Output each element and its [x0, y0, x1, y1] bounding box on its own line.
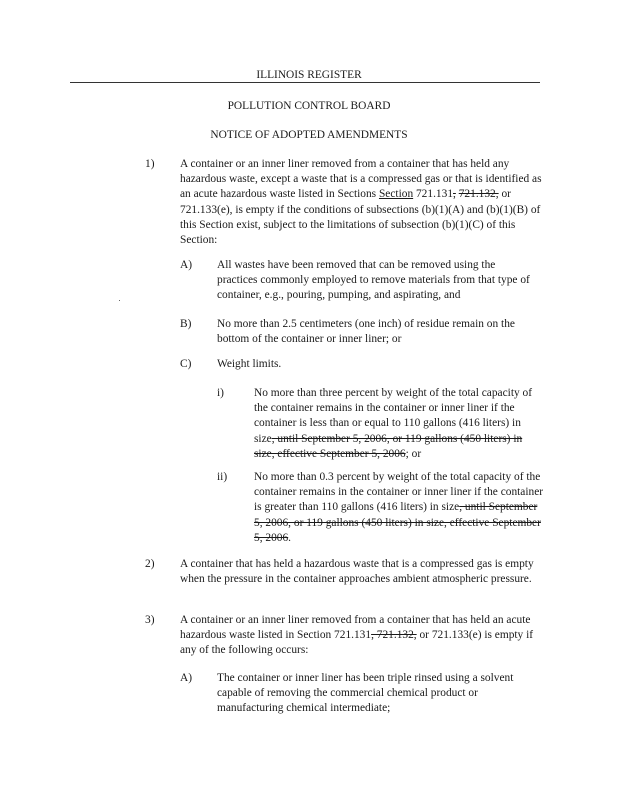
board-title: POLLUTION CONTROL BOARD — [227, 100, 391, 112]
item-1-sub-b-text: No more than 2.5 centimeters (one inch) of residue remain on the bottom of the container or inner liner; or — [217, 318, 515, 346]
notice-title: NOTICE OF ADOPTED AMENDMENTS — [210, 129, 408, 141]
item-1-sub-c-label: C) — [180, 358, 192, 370]
item-1-sub-c-ii-label: ii) — [217, 471, 228, 483]
register-title-text: ILLINOIS REGISTER — [256, 69, 362, 81]
item-3-sub-a-text: The container or inner liner has been triple rinsed using a solvent capable of removing the commercial chemical product or manufacturing chemical intermediate; — [217, 672, 514, 715]
item-3-number: 3) — [145, 614, 155, 626]
header-rule — [70, 82, 540, 83]
item-3-text: A container or an inner liner removed from a container that has held an acute hazardous waste listed in Section 721.131, 721.132, or 721.133(e) is empty if any of the following occurs: — [180, 614, 534, 657]
item-1-sub-c-i-text: No more than three percent by weight of the total capacity of the container remains in the container or inner liner if the container is less than or equal to 110 gallons (416 liters) in size, until September 5, 2006, or 119 gallons (450 liters) in size, effective September 5, 2006; or — [254, 387, 533, 460]
item-2-text: A container that has held a hazardous waste that is a compressed gas is empty when the pressure in the container approaches ambient atmospheric pressure. — [180, 558, 534, 586]
item-1-sub-c-text: Weight limits. — [217, 358, 282, 370]
deleted-text: , — [453, 188, 456, 201]
item-1-sub-a-text: All wastes have been removed that can be removed using the practices commonly employed to remove materials from that type of container, e.g., pouring, pumping, and aspirating, and — [217, 259, 530, 302]
deleted-text: , until September 5, 2006, or 119 gallons (450 liters) in size, effective September 5, 2006 — [254, 432, 523, 460]
inserted-text: Section — [378, 188, 414, 201]
item-2-number: 2) — [145, 558, 155, 570]
item-1-sub-c-ii-text: No more than 0.3 percent by weight of the total capacity of the container remains in the container or inner liner if the container is greater than 110 gallons (416 liters) in size, until September 5, 2006, or 119 gallons (450 liters) in size, effective September 5, 2006. — [254, 471, 544, 544]
item-3-sub-a-label: A) — [180, 672, 193, 684]
item-1-sub-b-label: B) — [180, 318, 192, 330]
deleted-text: 721.132, — [458, 188, 499, 201]
item-1-sub-c-i-label: i) — [217, 387, 224, 399]
item-1-text: A container or an inner liner removed from a container that has held any hazardous waste, except a waste that is a compressed gas or that is identified as an acute hazardous waste listed in Sections Section 721.131, 721.132, or 721.133(e), is empty if the conditions of subsections (b)(1)(A) and (b)(1)(B) of this Section exist, subject to the limitations of subsection (b)(1)(C) of this Section: — [180, 158, 542, 247]
scan-speck — [119, 300, 120, 301]
register-title — [200, 68, 418, 83]
deleted-text: , until September 5, 2006, or 119 gallons (450 liters) in size, effective September 5, 2006 — [254, 501, 541, 544]
deleted-text: , 721.132, — [371, 629, 417, 642]
item-1-sub-a-label: A) — [180, 259, 193, 271]
item-1-number: 1) — [145, 158, 155, 170]
